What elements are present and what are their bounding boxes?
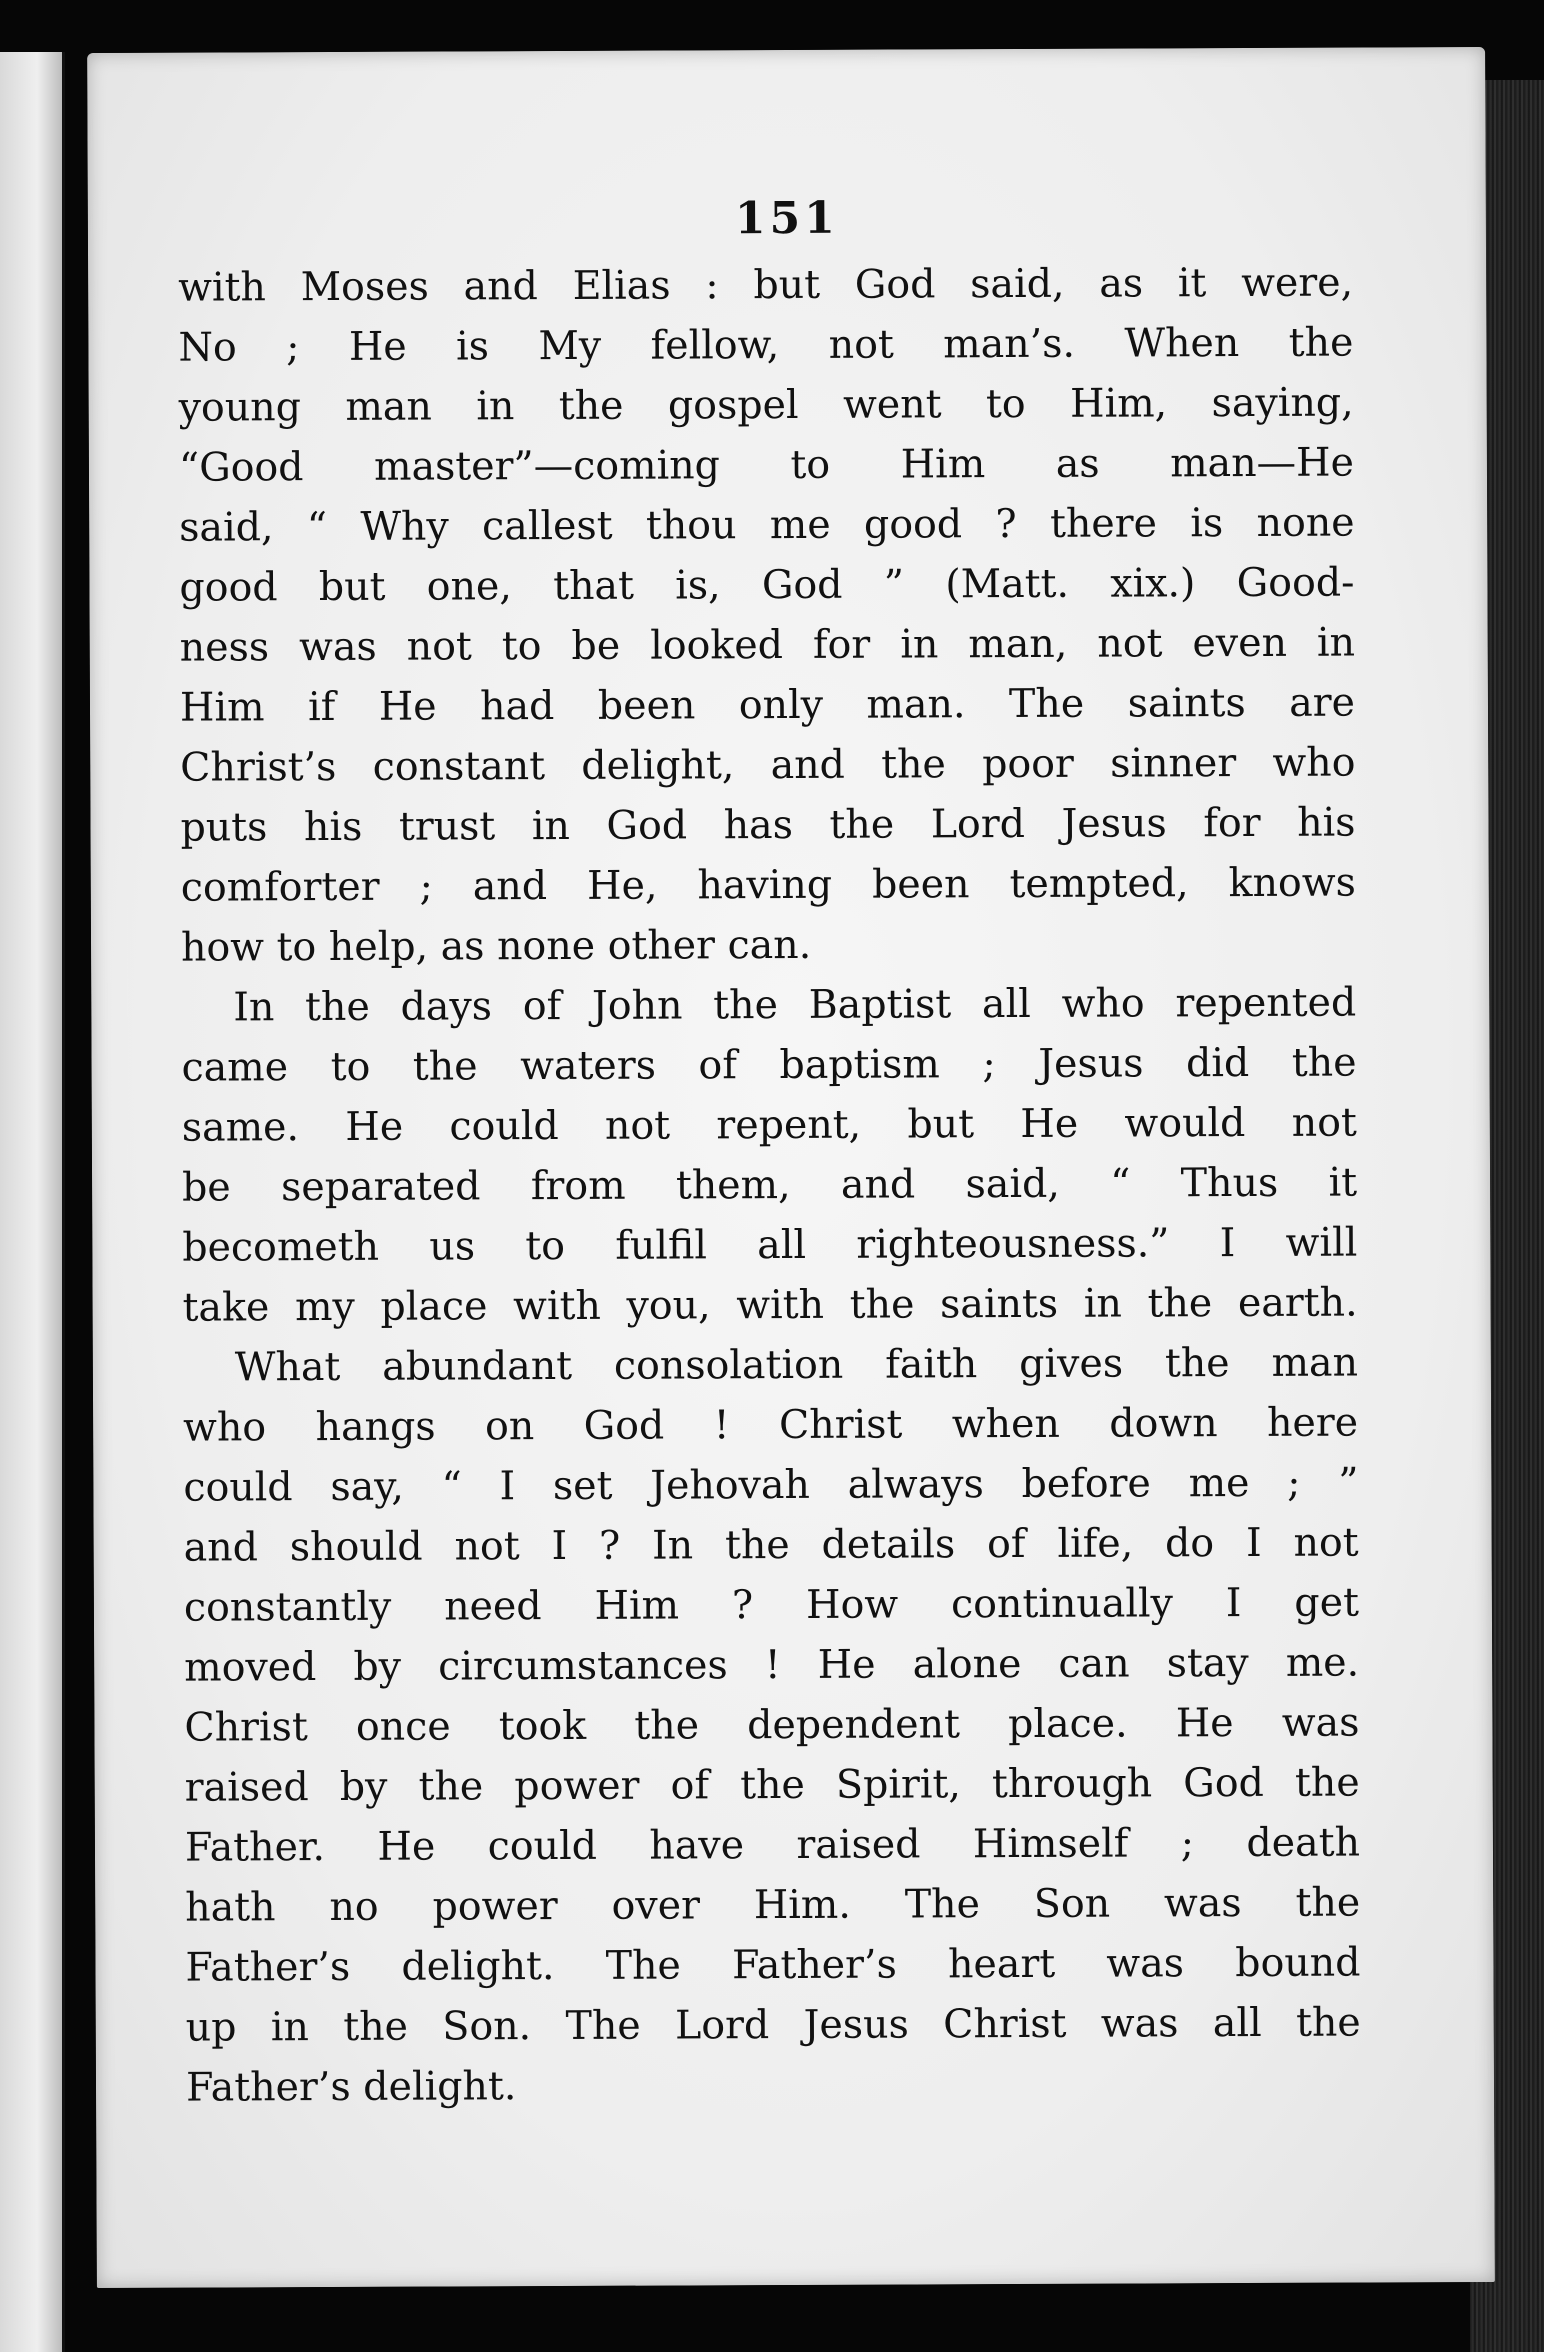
text-line: becometh us to fulfil all righteousness.” I will	[182, 1219, 1358, 1271]
text-line: Him if He had been only man. The saints are	[179, 679, 1356, 731]
text-line: hath no power over Him. The Son was the	[185, 1879, 1361, 1931]
text-line: constantly need Him ? How continually I get	[183, 1579, 1360, 1631]
paragraph-2	[181, 973, 1358, 1338]
text-line: young man in the gospel went to Him, saying,	[178, 379, 1354, 431]
paragraph-1	[178, 253, 1356, 978]
text-line: What abundant consolation faith gives the man	[234, 1339, 1359, 1391]
text-line: who hangs on God ! Christ when down here	[183, 1399, 1359, 1451]
text-line: moved by circumstances ! He alone can stay me.	[184, 1639, 1360, 1691]
text-line: how to help, as none other can.	[180, 921, 812, 971]
text-line: be separated from them, and said, “ Thus it	[181, 1159, 1358, 1211]
text-line: with Moses and Elias : but God said, as it were,	[178, 259, 1354, 311]
text-line: Christ’s constant delight, and the poor sinner who	[180, 739, 1356, 791]
text-line: said, “ Why callest thou me good ? there is none	[179, 499, 1355, 551]
text-line: raised by the power of the Spirit, through God the	[184, 1759, 1360, 1811]
text-line: No ; He is My fellow, not man’s. When the	[178, 319, 1354, 371]
text-line: ness was not to be looked for in man, not even in	[179, 619, 1356, 671]
page-number: 151	[734, 192, 839, 245]
text-line: Christ once took the dependent place. He was	[184, 1699, 1360, 1751]
text-line: puts his trust in God has the Lord Jesus for his	[180, 799, 1356, 851]
text-line: came to the waters of baptism ; Jesus did the	[181, 1039, 1357, 1091]
previous-page-edge	[0, 52, 65, 2352]
paragraph-3	[183, 1333, 1361, 2118]
text-line: and should not I ? In the details of life, do I not	[183, 1519, 1359, 1571]
text-line: take my place with you, with the saints in the earth.	[182, 1279, 1358, 1331]
book-page	[87, 47, 1495, 2288]
text-line: Father’s delight. The Father’s heart was bound	[185, 1939, 1361, 1991]
body-text	[178, 253, 1361, 2118]
text-line: Father’s delight.	[185, 2063, 517, 2111]
text-line: Father. He could have raised Himself ; death	[184, 1819, 1361, 1871]
text-line: same. He could not repent, but He would not	[181, 1099, 1357, 1151]
text-line: up in the Son. The Lord Jesus Christ was all the	[185, 1999, 1361, 2051]
text-line: “Good master”—coming to Him as man—He	[178, 439, 1355, 491]
text-line: comforter ; and He, having been tempted, knows	[180, 859, 1356, 911]
text-line: In the days of John the Baptist all who repented	[233, 979, 1357, 1031]
text-line: could say, “ I set Jehovah always before me ; ”	[183, 1459, 1359, 1511]
text-line: good but one, that is, God ” (Matt. xix.) Good-	[179, 559, 1355, 611]
